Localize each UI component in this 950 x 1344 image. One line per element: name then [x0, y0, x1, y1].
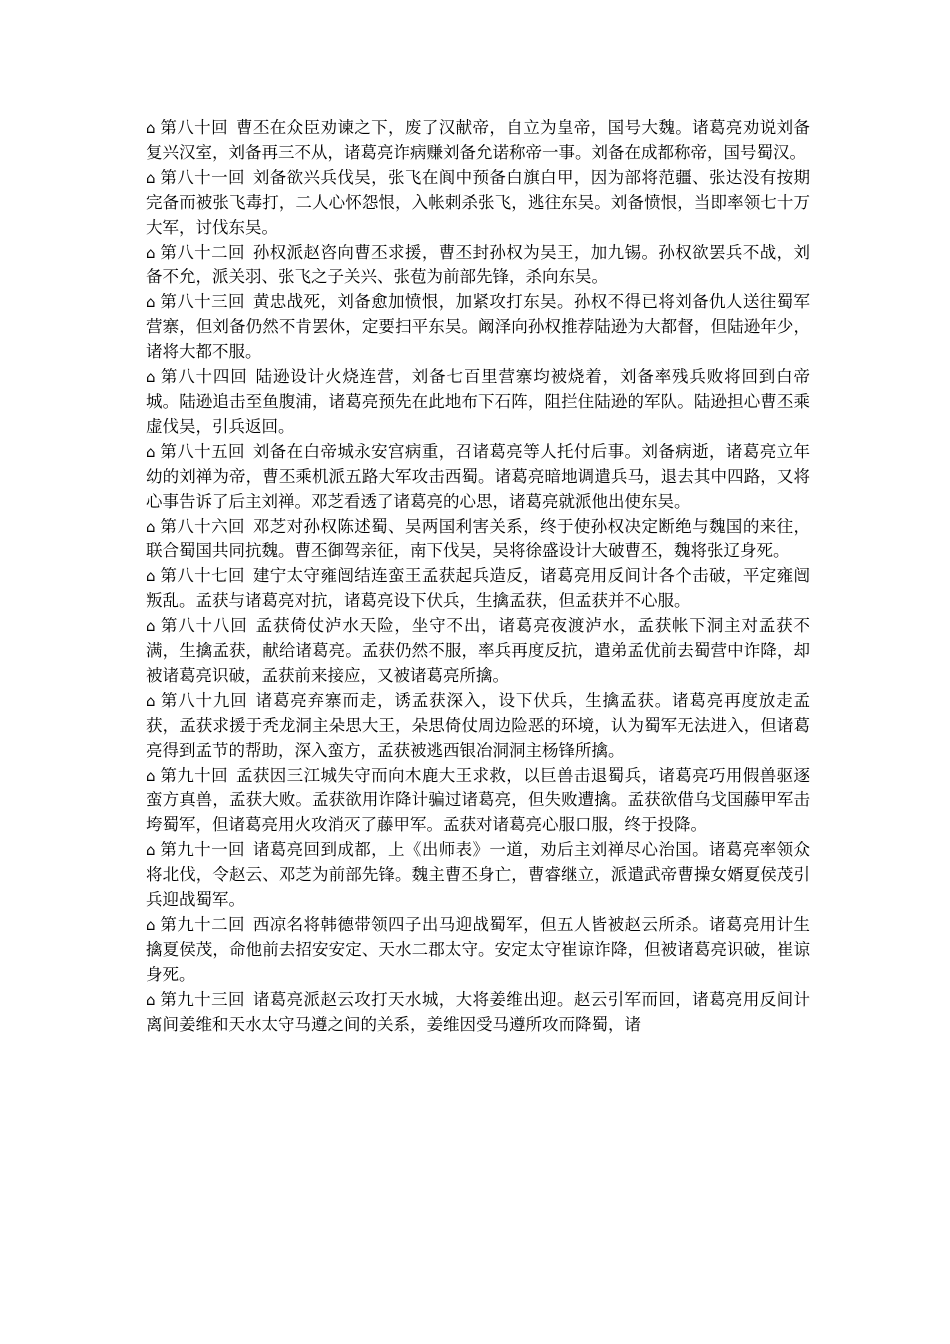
bullet-icon: ⌂ [146, 567, 156, 586]
chapter-number: 第九十三回 [160, 989, 245, 1009]
chapter-number: 第八十二回 [160, 242, 245, 262]
chapter-entry-8 [146, 564, 810, 614]
chapter-entry-14 [146, 988, 810, 1038]
document-body [146, 116, 810, 1038]
chapter-number: 第八十七回 [160, 566, 245, 586]
chapter-number: 第八十九回 [160, 690, 248, 710]
bullet-icon: ⌂ [146, 517, 156, 536]
chapter-summary: 陆逊设计火烧连营，刘备七百里营寨均被烧着，刘备率残兵败将回到白帝城。陆逊追击至鱼腹浦，诸葛亮预先在此地布下石阵，阻拦住陆逊的军队。陆逊担心曹丕乘虚伐吴，引兵返回。 [146, 367, 811, 436]
chapter-summary: 刘备欲兴兵伐吴，张飞在阆中预备白旗白甲，因为部将范疆、张达没有按期完备而被张飞毒打，二人心怀怨恨，入帐刺杀张飞，逃往东吴。刘备愤恨，当即率领七十万大军，讨伐东吴。 [146, 167, 811, 237]
chapter-number: 第八十六回 [160, 516, 245, 536]
bullet-icon: ⌂ [146, 368, 156, 387]
chapter-number: 第八十五回 [160, 441, 245, 461]
chapter-entry-2 [146, 166, 810, 241]
chapter-summary: 黄忠战死，刘备愈加愤恨，加紧攻打东吴。孙权不得已将刘备仇人送往蜀军营寨，但刘备仍然不肯罢休，定要扫平东吴。阚泽向孙权推荐陆逊为大都督，但陆逊年少，诸将大都不服。 [146, 292, 811, 362]
chapter-summary: 刘备在白帝城永安宫病重，召诸葛亮等人托付后事。刘备病逝，诸葛亮立年幼的刘禅为帝，曹丕乘机派五路大军攻击西蜀。诸葛亮暗地调遣兵马，退去其中四路，又将心事告诉了后主刘禅。邓芝看透了诸葛亮的心思，诸葛亮就派他出使东吴。 [146, 441, 811, 511]
chapter-number: 第九十一回 [160, 840, 245, 860]
chapter-number: 第八十三回 [160, 292, 245, 312]
bullet-icon: ⌂ [146, 841, 156, 860]
chapter-summary: 邓芝对孙权陈述蜀、吴两国利害关系，终于使孙权决定断绝与魏国的来往，联合蜀国共同抗魏。曹丕御驾亲征，南下伐吴，吴将徐盛设计大破曹丕，魏将张辽身死。 [146, 516, 811, 561]
chapter-entry-10 [146, 689, 810, 764]
bullet-icon: ⌂ [146, 442, 156, 461]
bullet-icon: ⌂ [146, 691, 156, 710]
chapter-entry-7 [146, 515, 810, 565]
chapter-number: 第九十二回 [160, 915, 245, 934]
chapter-number: 第八十八回 [160, 616, 248, 636]
chapter-entry-1 [146, 116, 810, 166]
chapter-summary: 孙权派赵咨向曹丕求援，曹丕封孙权为吴王，加九锡。孙权欲罢兵不战，刘备不允，派关羽、张飞之子关兴、张苞为前部先锋，杀向东吴。 [146, 242, 811, 287]
chapter-entry-3 [146, 241, 810, 291]
chapter-summary: 诸葛亮派赵云攻打天水城，大将姜维出迎。赵云引军而回，诸葛亮用反间计离间姜维和天水太守马遵之间的关系，姜维因受马遵所攻而降蜀，诸 [146, 989, 811, 1034]
bullet-icon: ⌂ [146, 168, 156, 187]
bullet-icon: ⌂ [146, 766, 156, 785]
chapter-number: 第八十回 [160, 118, 228, 137]
chapter-entry-13 [146, 913, 810, 988]
bullet-icon: ⌂ [146, 293, 156, 312]
chapter-summary: 孟获倚仗泸水天险，坐守不出，诸葛亮夜渡泸水，孟获帐下洞主对孟获不满，生擒孟获，献给诸葛亮。孟获仍然不服，率兵再度反抗，遣弟孟优前去蜀营中诈降，却被诸葛亮识破，孟获前来接应，又被诸葛亮所擒。 [146, 616, 811, 685]
chapter-entry-11 [146, 764, 810, 839]
bullet-icon: ⌂ [146, 916, 156, 934]
chapter-number: 第八十一回 [160, 167, 245, 187]
chapter-entry-5 [146, 365, 810, 440]
chapter-summary: 曹丕在众臣劝谏之下，废了汉献帝，自立为皇帝，国号大魏。诸葛亮劝说刘备复兴汉室，刘备再三不从，诸葛亮诈病赚刘备允诺称帝一事。刘备在成都称帝，国号蜀汉。 [146, 118, 811, 162]
chapter-entry-12 [146, 838, 810, 913]
chapter-number: 第八十四回 [160, 367, 248, 387]
chapter-summary: 孟获因三江城失守而向木鹿大王求救，以巨兽击退蜀兵，诸葛亮巧用假兽驱逐蛮方真兽，孟获大败。孟获欲用诈降计骗过诸葛亮，但失败遭擒。孟获欲借乌戈国藤甲军击垮蜀军，但诸葛亮用火攻消灭了藤甲军。孟获对诸葛亮心服口服，终于投降。 [146, 765, 811, 835]
bullet-icon: ⌂ [146, 617, 156, 636]
chapter-summary: 建宁太守雍闿结连蛮王孟获起兵造反，诸葛亮用反间计各个击破，平定雍闿叛乱。孟获与诸葛亮对抗，诸葛亮设下伏兵，生擒孟获，但孟获并不心服。 [146, 566, 811, 611]
chapter-summary: 西凉名将韩德带领四子出马迎战蜀军，但五人皆被赵云所杀。诸葛亮用计生擒夏侯茂，命他前去招安安定、天水二郡太守。安定太守崔谅诈降，但被诸葛亮识破，崔谅身死。 [146, 915, 811, 984]
chapter-entry-4 [146, 290, 810, 365]
chapter-number: 第九十回 [160, 765, 228, 785]
chapter-entry-9 [146, 614, 810, 689]
chapter-summary: 诸葛亮弃寨而走，诱孟获深入，设下伏兵，生擒孟获。诸葛亮再度放走孟获，孟获求援于秃龙洞主朵思大王，朵思倚仗周边险恶的环境，认为蜀军无法进入，但诸葛亮得到孟节的帮助，深入蛮方，孟获被逃西银冶洞洞主杨锋所擒。 [146, 690, 811, 760]
bullet-icon: ⌂ [146, 243, 156, 262]
chapter-entry-6 [146, 440, 810, 515]
chapter-summary: 诸葛亮回到成都，上《出师表》一道，劝后主刘禅尽心治国。诸葛亮率领众将北伐，令赵云、邓芝为前部先锋。魏主曹丕身亡，曹睿继立，派遣武帝曹操女婿夏侯茂引兵迎战蜀军。 [146, 840, 811, 910]
bullet-icon: ⌂ [146, 990, 156, 1009]
bullet-icon: ⌂ [146, 119, 156, 137]
